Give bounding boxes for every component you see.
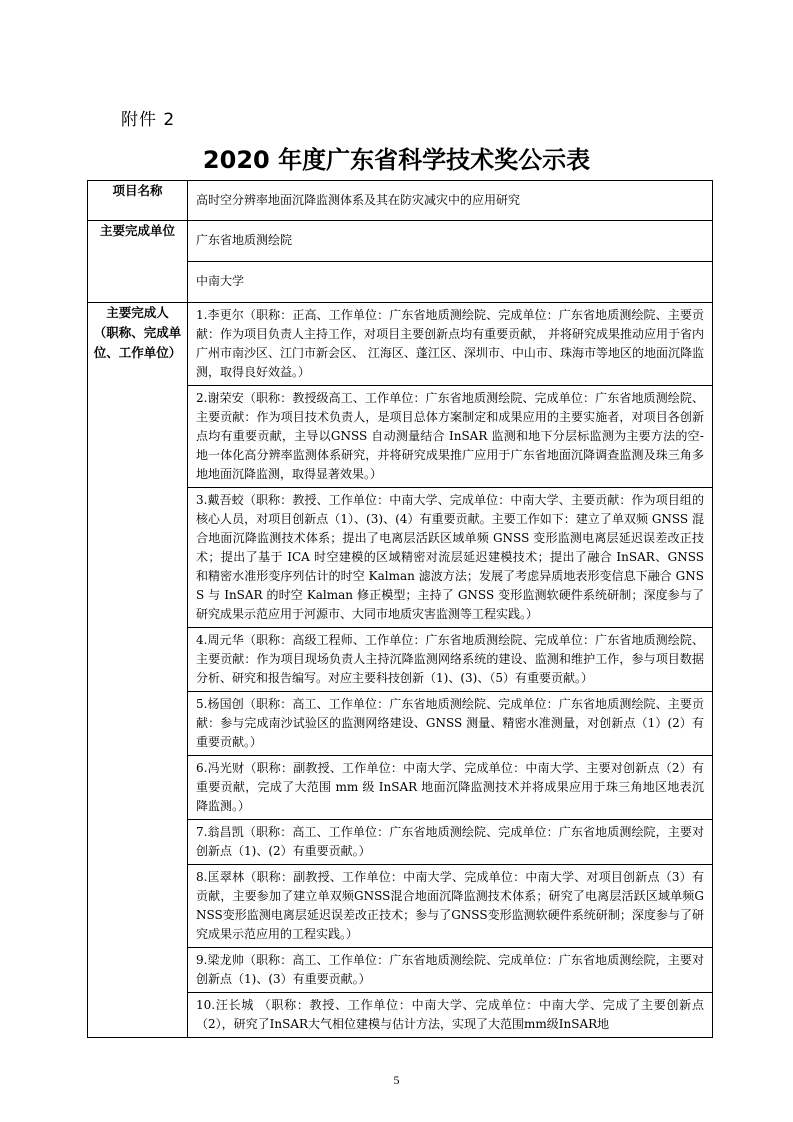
- unit-row: [88, 221, 713, 262]
- person-entry: 5.杨国创（职称：高工、工作单位：广东省地质测绘院、完成单位：广东省地质测绘院、主要贡献：参与完成南沙试验区的监测网络建设、GNSS 测量、精密水准测量，对创新点（1）(2）有重要贡献。）: [188, 692, 713, 756]
- person-entry: 9.梁龙帅（职称：高工、工作单位：广东省地质测绘院、完成单位：广东省地质测绘院，主要对创新点（1)、(3）有重要贡献。）: [188, 948, 713, 993]
- person-entry: 6.冯光财（职称：副教授、工作单位：中南大学、完成单位：中南大学、主要对创新点（2）有重要贡献，完成了大范围 mm 级 InSAR 地面沉降监测技术并将成果应用于珠三角地区地表沉降监测。）: [188, 756, 713, 820]
- person-row: [88, 303, 713, 386]
- person-entry: 2.谢荣安（职称：教授级高工、工作单位：广东省地质测绘院、完成单位：广东省地质测绘院、主要贡献：作为项目技术负责人，是项目总体方案制定和成果应用的主要实施者，对项目各创新点均有重要贡献，主导以GNSS 自动测量结合 InSAR 监测和地下分层标监测为主要方法的空-地一体化高分辨率监测体系研究，并将研究成果推广应用于广东省地面沉降调查监测及珠三角多地地面沉降监测，取得显著效果。）: [188, 386, 713, 488]
- persons-label: [88, 303, 188, 1038]
- person-entry: 8.匡翠林（职称：副教授、工作单位：中南大学、完成单位：中南大学、对项目创新点（3）有贡献，主要参加了建立单双频GNSS混合地面沉降监测技术体系；研究了电离层活跃区域单频GNSS变形监测电离层延迟误差改正技术；参与了GNSS变形监测软硬件系统研制；深度参与了研究成果示范应用的工程实践。）: [188, 865, 713, 948]
- page-title: 2020 年度广东省科学技术奖公示表: [202, 146, 591, 174]
- person-entry: 10.汪长城 （职称：教授、工作单位：中南大学、完成单位：中南大学、完成了主要创新点（2），研究了InSAR大气相位建模与估计方法，实现了大范围mm级InSAR地: [188, 993, 713, 1038]
- persons-label-line: 位、工作单位）: [93, 345, 182, 360]
- units-label: 主要完成单位: [88, 221, 188, 303]
- unit-item: 中南大学: [188, 262, 713, 303]
- attachment-label: 附件 2: [121, 110, 176, 130]
- person-entry: 7.翁昌凯（职称：高工、工作单位：广东省地质测绘院、完成单位：广东省地质测绘院，主要对创新点（1)、(2）有重要贡献。）: [188, 820, 713, 865]
- project-row: [88, 181, 713, 221]
- person-entry: 3.戴吾蛟（职称：教授、工作单位：中南大学、完成单位：中南大学、主要贡献：作为项目组的核心人员，对项目创新点（1）、(3)、(4）有重要贡献。主要工作如下：建立了单双频 GNSS 混合地面沉降监测技术体系；提出了电离层活跃区域单频 GNSS 变形监测电离层延迟误差改正技术；提出了基于 ICA 时空建模的区域精密对流层延迟建模技术；提出了融合 InSAR、GNSS 和精密水准形变序列估计的时空 Kalman 滤波方法；发展了考虑异质地表形变信息下融合 GNSS 与 InSAR 的时空 Kalman 修正模型；主持了 GNSS 变形监测软硬件系统研制；深度参与了研究成果示范应用于河源市、大同市地质灾害监测等工程实践。）: [188, 488, 713, 628]
- project-name-value: 高时空分辨率地面沉降监测体系及其在防灾减灾中的应用研究: [188, 181, 713, 221]
- award-table: [87, 180, 713, 1038]
- project-name-label: 项目名称: [88, 181, 188, 221]
- unit-item: 广东省地质测绘院: [188, 221, 713, 262]
- page-number: 5: [393, 1073, 400, 1087]
- persons-label-line: （职称、完成单: [93, 325, 182, 340]
- person-entry: 4.周元华（职称：高级工程师、工作单位：广东省地质测绘院、完成单位：广东省地质测绘院、主要贡献：作为项目现场负责人主持沉降监测网络系统的建设、监测和维护工作，参与项目数据分析、研究和报告编写。对应主要科技创新（1)、(3)、（5）有重要贡献。）: [188, 628, 713, 692]
- persons-label-line: 主要完成人: [106, 305, 169, 320]
- person-entry: 1.李更尔（职称：正高、工作单位：广东省地质测绘院、完成单位：广东省地质测绘院、主要贡献：作为项目负责人主持工作，对项目主要创新点均有重要贡献， 并将研究成果推动应用于省内广州市南沙区、江门市新会区、 江海区、蓬江区、深圳市、中山市、珠海市等地区的地面沉降监测，取得良好效益。）: [188, 303, 713, 386]
